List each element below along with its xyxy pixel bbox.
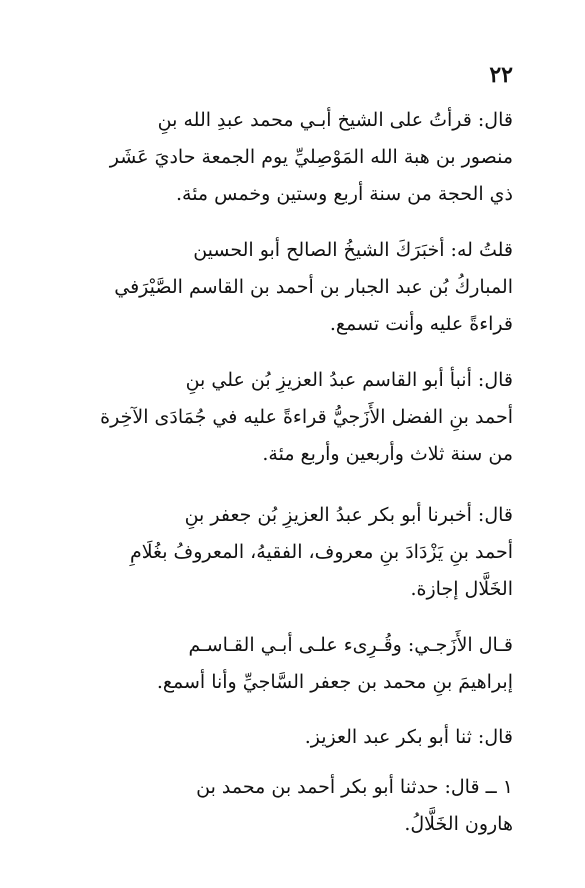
paragraph-7 (73, 769, 513, 843)
paragraph-line: قال: ثنا أبو بكر عبد العزيز. (304, 726, 513, 748)
paragraph-line: أحمد بنِ الفضل الأَزَجيُّ قراءةً عليه في جُمَادَى الآخِرة (100, 406, 513, 428)
paragraph-line: منصور بن هبة الله المَوْصِليِّ يوم الجمعة حاديَ عَشَر (109, 146, 513, 168)
paragraph-line: المباركُ بُن عبد الجبار بن أحمد بن القاسم الصَّيْرَفي (114, 276, 513, 298)
paragraph-line: قـال الأَزَجـي: وقُـرِىء علـى أبـي القـاسـم (188, 634, 513, 656)
paragraph-line: قلتُ له: أخبَرَكَ الشيخُ الصالح أبو الحسين (193, 239, 513, 261)
paragraph-line: قال: أنبأ أبو القاسم عبدُ العزيزِ بُن علي بنِ (185, 369, 513, 391)
paragraph-line: من سنة ثلاث وأربعين وأربع مئة. (262, 443, 513, 465)
paragraph-6 (73, 719, 513, 756)
paragraph-line: أحمد بنِ يَزْدَادَ بنِ معروف، الفقيهُ، المعروفُ بغُلَامِ (129, 541, 513, 563)
paragraph-line: هارون الخَلَّالُ. (404, 813, 513, 835)
page-number: ٢٢ (489, 62, 513, 88)
paragraph-line: قال: قرأتُ على الشيخ أبـي محمد عبدِ الله بنِ (157, 109, 513, 131)
paragraph-1 (73, 102, 513, 213)
paragraph-line: إبراهيمَ بنِ محمد بن جعفر السَّاجيِّ وأنا أسمع. (156, 671, 513, 693)
paragraph-5 (73, 627, 513, 701)
paragraph-3 (73, 362, 513, 473)
paragraph-line: ١ ــ قال: حدثنا أبو بكر أحمد بن محمد بن (196, 776, 513, 798)
paragraph-line: قال: أخبرنا أبو بكر عبدُ العزيزِ بُن جعفر بنِ (184, 504, 513, 526)
paragraph-4 (73, 497, 513, 608)
paragraph-line: الخَلَّال إجازة. (410, 578, 513, 600)
paragraph-line: قراءةً عليه وأنت تسمع. (329, 313, 513, 335)
paragraph-line: ذي الحجة من سنة أربع وستين وخمس مئة. (175, 183, 513, 205)
paragraph-2 (73, 232, 513, 343)
